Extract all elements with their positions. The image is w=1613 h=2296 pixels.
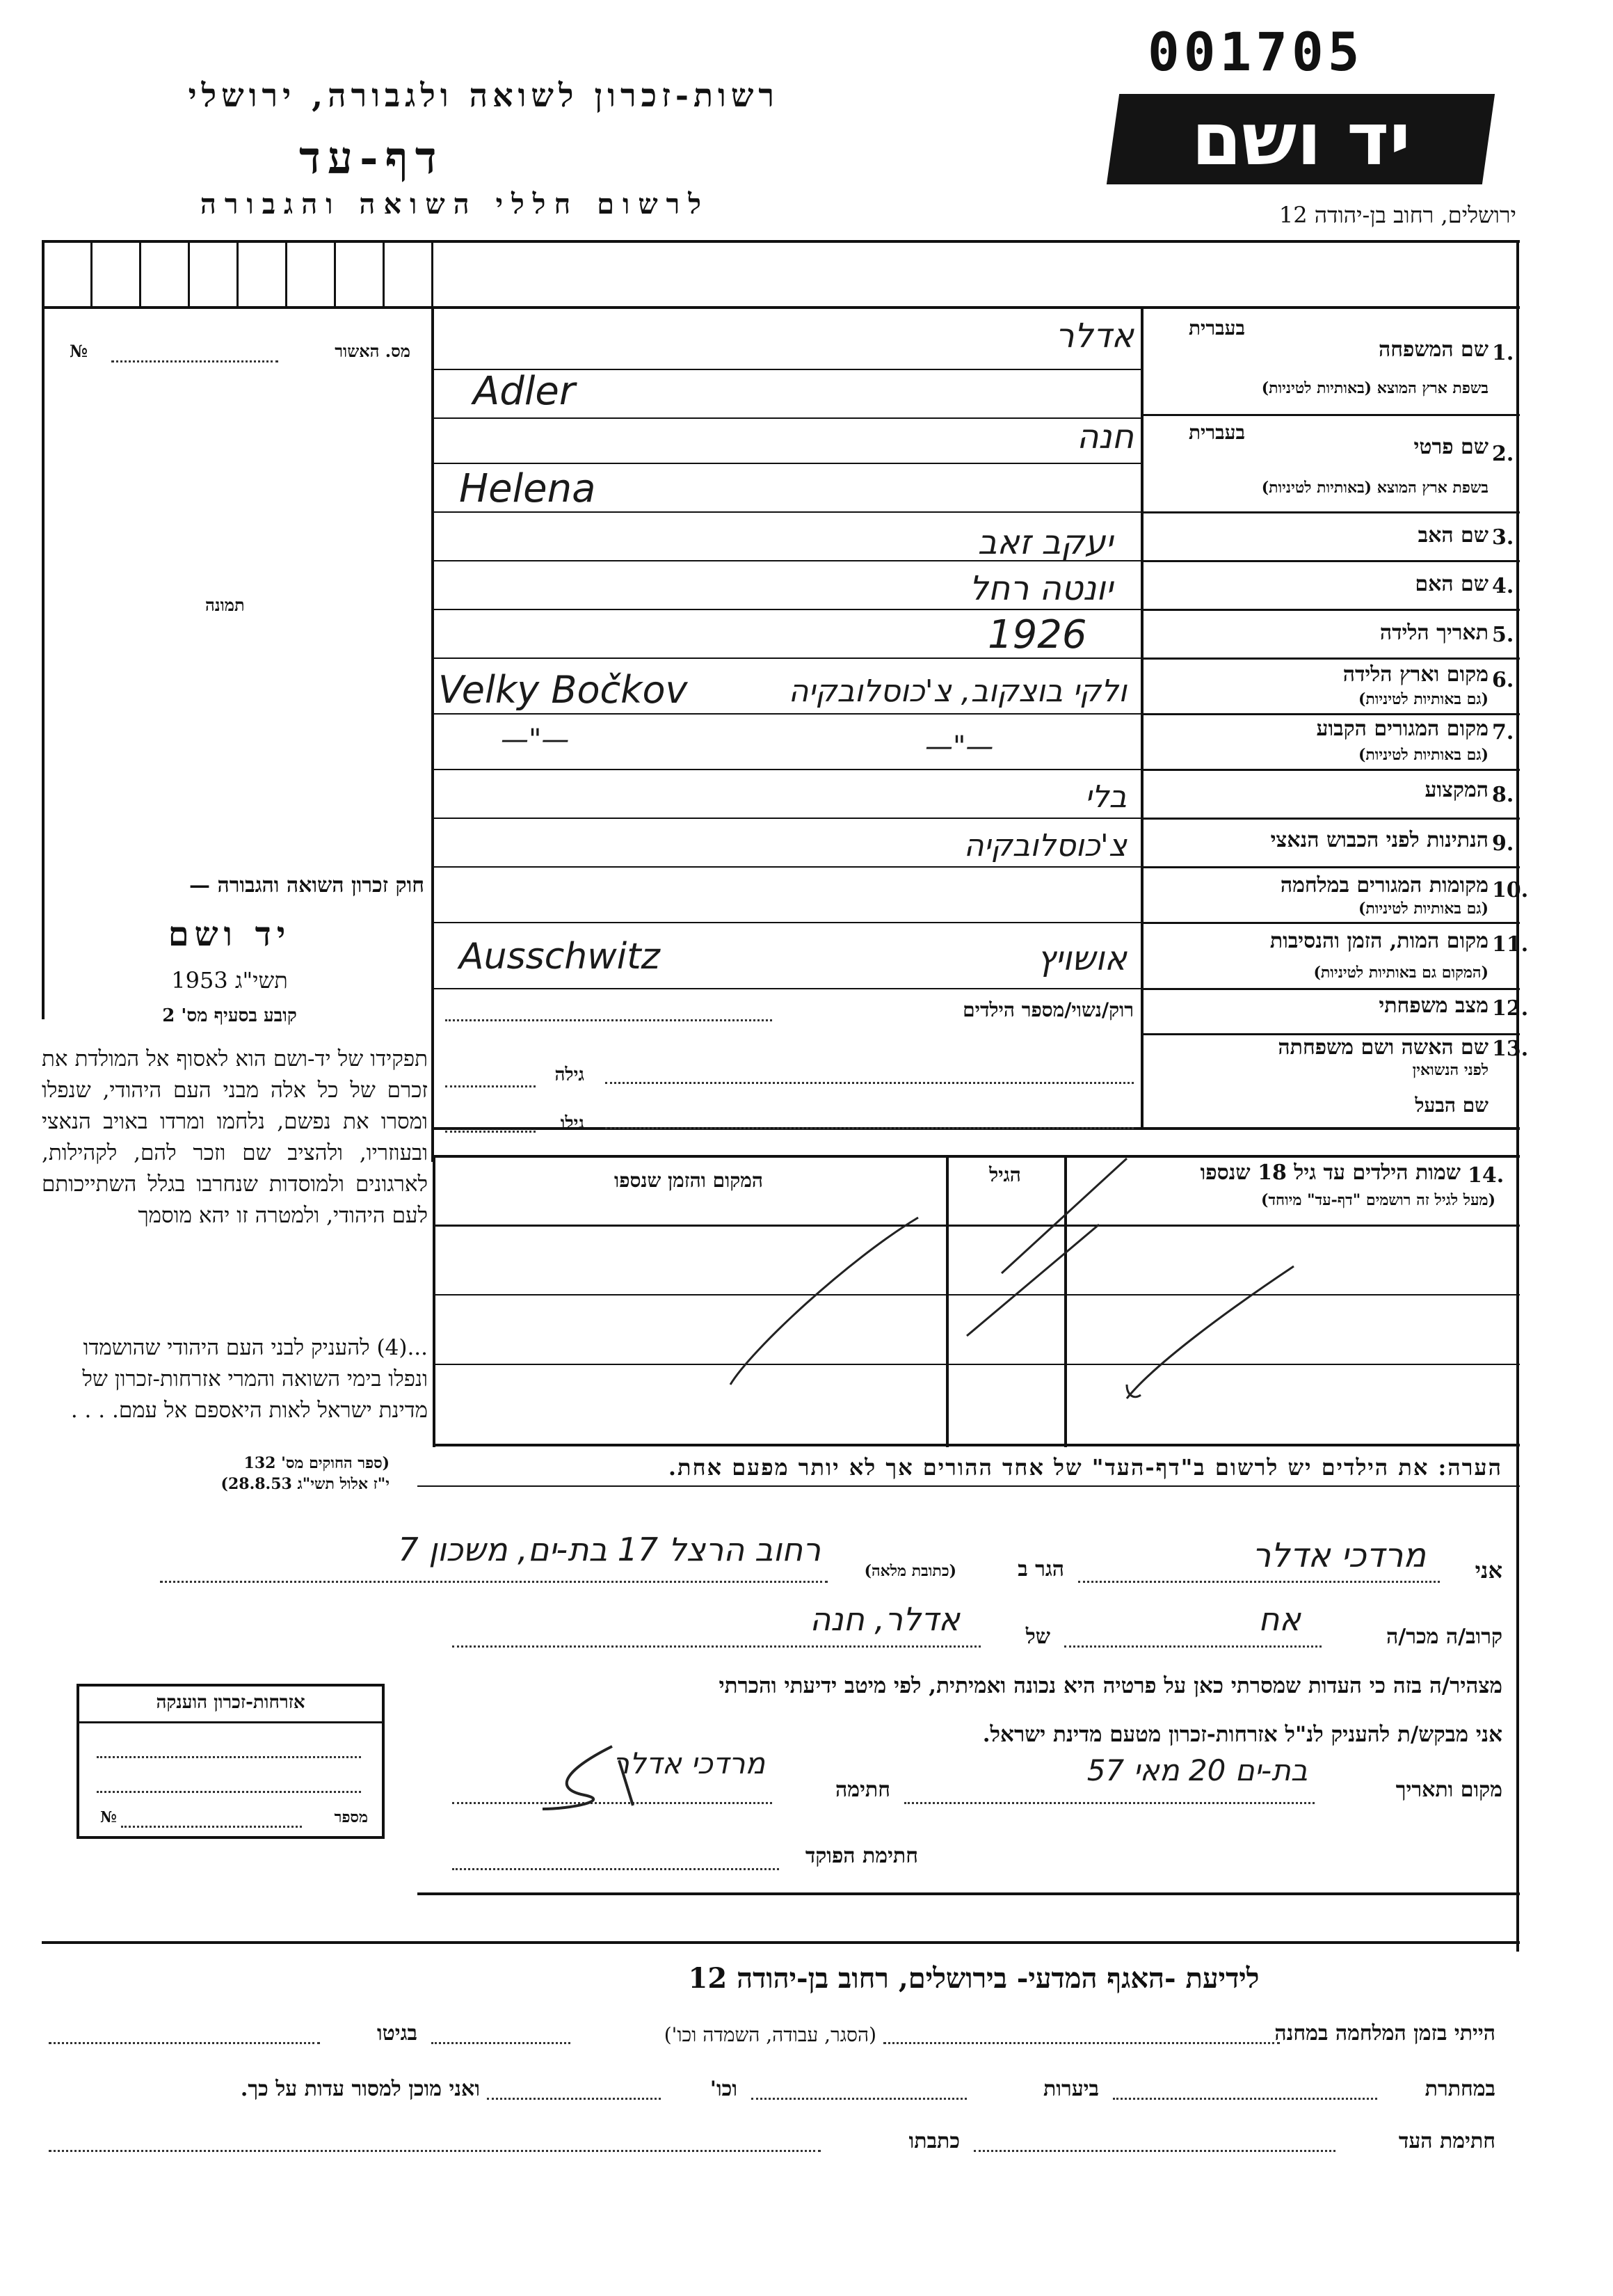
field-4-value: יונטה רחל xyxy=(969,569,1113,608)
footer-line2-b: ביערות xyxy=(1043,2077,1099,2101)
field-5-label: תאריך הלידה xyxy=(1379,621,1488,645)
field-8-value: בלי xyxy=(1084,779,1127,815)
children-col-names: שמות הילדים עד גיל 18 שנספו xyxy=(1200,1161,1461,1185)
cross-out-strokes xyxy=(431,1155,1523,1447)
form-title: דף-עד xyxy=(299,132,444,184)
decl-address-value: רחוב הרצל 17 בת-ים, משכון 7 xyxy=(398,1531,821,1568)
decl-statement-2: אני מבקש/ת להעניק לנ"ל אזרחות-זכרון מטעם מדינת ישראל. xyxy=(982,1722,1502,1747)
law-name: יד ושם xyxy=(168,915,291,954)
decl-address-hint: (כתובת מלאה) xyxy=(864,1562,956,1580)
field-6-label: מקום וארץ הלידה xyxy=(1342,662,1488,687)
field-10-sub: (גם באותיות לטיניות) xyxy=(1358,900,1488,918)
footer-line2-a: במחתרת xyxy=(1425,2077,1495,2101)
field-1-label: שם המשפחה xyxy=(1378,337,1488,362)
field-13-num: 13. xyxy=(1492,1037,1529,1061)
decl-signature-label: חתימה xyxy=(835,1778,890,1802)
footer-line1-c: בגיטו xyxy=(376,2021,417,2046)
field-6-value-heb: ולקי בוצקוב, צ'כוסלובקיה xyxy=(788,673,1127,709)
field-1-sub: בשפת ארץ המוצא (באותיות לטיניות) xyxy=(1261,379,1488,397)
field-10-num: 10. xyxy=(1492,878,1529,902)
field-2-sub: בשפת ארץ המוצא (באותיות לטיניות) xyxy=(1261,479,1488,497)
decl-of-label: של xyxy=(1025,1625,1050,1649)
footer-line1-a: הייתי בזמן המלחמה במחנה xyxy=(1274,2021,1495,2046)
citizenship-no: № xyxy=(100,1808,117,1826)
field-7-label: מקום המגורים הקבוע xyxy=(1316,717,1488,741)
citizenship-box xyxy=(77,1684,385,1839)
approval-no: № xyxy=(70,341,88,361)
field-13-husband-label: שם הבעל xyxy=(1415,1094,1488,1117)
field-2-hebrew-tag: בעברית xyxy=(1188,421,1245,444)
field-12-num: 12. xyxy=(1492,996,1529,1021)
field-4-label: שם האם xyxy=(1415,572,1488,596)
field-2-value-lat: Helena xyxy=(459,466,596,511)
field-13-her-age-label: גילה xyxy=(554,1065,584,1085)
field-7-value-lat: —"— xyxy=(501,724,570,756)
children-col-place: המקום והזמן שנספו xyxy=(614,1169,763,1192)
law-title: חוק זכרון השואה והגבורה — xyxy=(189,873,424,898)
law-ref-1: (ספר החוקים מס' 132 xyxy=(243,1454,390,1472)
field-8-num: 8. xyxy=(1492,783,1514,807)
field-7-value-heb: —"— xyxy=(925,731,994,763)
field-2-num: 2. xyxy=(1492,442,1514,466)
field-10-label: מקומות המגורים במלחמה xyxy=(1280,873,1488,898)
footer-line3-a: חתימת העד xyxy=(1398,2129,1495,2153)
logo-text: יד ושם xyxy=(1191,97,1411,182)
field-1-hebrew-tag: בעברית xyxy=(1188,317,1245,340)
citizenship-box-title: אזרחות-זכרון הוענקה xyxy=(156,1692,305,1713)
approval-label: מס. האשור xyxy=(335,341,410,361)
law-text: תפקידו של יד-ושם הוא לאסוף אל המולדת את זכרם של כל אלה מבני העם היהודי, שנפלו ומסרו את נפשם, נלחמו ומרדו באויב הנאצי ובעוזריו, ולהציב שם וזכר להם, לקהילות, לארגונים ולמוסדות שנחרבו בגלל השתייכותם לעם היהודי, ולמטרה זו יהא מוסמך xyxy=(42,1046,428,1228)
signature-scrawl xyxy=(529,1739,654,1816)
law-year: תשי"ג 1953 xyxy=(171,967,288,994)
field-11-sub: (המקום גם באותיות לטיניות) xyxy=(1313,964,1488,982)
footer-line2-d: ואני מוכן למסור עדות על כך. xyxy=(240,2077,480,2101)
law-text-2: ...(4) להעניק לבני העם היהודי שהושמדו ונפלו בימי השואה והמרי אזרחות-זכרון של מדינת ישראל לאות היאספם אל עמם. . . . xyxy=(70,1335,428,1423)
field-1-value-lat: Adler xyxy=(473,369,575,414)
field-1-value-heb: אדלר xyxy=(1055,317,1134,356)
decl-place-date-label: מקום ותאריך xyxy=(1395,1778,1502,1802)
field-2-label: שם פרטי xyxy=(1413,435,1488,459)
field-6-num: 6. xyxy=(1492,668,1514,692)
field-9-label: הנתינות לפני הכבוש הנאצי xyxy=(1270,828,1488,852)
field-12-label: מצב משפחתי xyxy=(1379,994,1488,1018)
field-11-value-lat: Ausschwitz xyxy=(459,936,660,978)
field-12-extra: רוק/נשוי/מספר הילדים xyxy=(963,998,1134,1021)
field-6-sub: (גם באותיות לטיניות) xyxy=(1358,690,1488,708)
field-5-num: 5. xyxy=(1492,623,1514,647)
decl-relation-value: אח xyxy=(1258,1600,1301,1638)
field-8-label: המקצוע xyxy=(1425,778,1488,802)
field-13-his-age-label: גילו xyxy=(560,1113,584,1134)
field-13-label: שם האשה ושם משפחתה xyxy=(1278,1035,1488,1060)
field-3-value: יעקב זאב xyxy=(977,523,1113,562)
form-subtitle: לרשום חללי השואה והגבורה xyxy=(200,188,709,221)
footer-line1-b: (הסגר, עבודה, השמדה וכו') xyxy=(664,2023,876,2046)
citizenship-no-label: מספר xyxy=(334,1808,368,1826)
footer-title: לידיעת -האגף המדעי- בירושלים, רחוב בן-יהודה 12 xyxy=(688,1962,1260,1995)
decl-signature-value: מרדכי אדלר xyxy=(613,1746,765,1780)
field-6-value-lat: Velky Bočkov xyxy=(438,668,688,712)
decl-i-label: אני xyxy=(1475,1557,1502,1584)
field-3-num: 3. xyxy=(1492,525,1514,550)
field-7-sub: (גם באותיות לטיניות) xyxy=(1358,746,1488,764)
footer-line3-b: כתבתו xyxy=(908,2129,960,2153)
address-header: ירושלים, רחוב בן-יהודה 12 xyxy=(1278,202,1516,228)
children-num: 14. xyxy=(1468,1163,1504,1188)
decl-of-value: אדלר, חנה xyxy=(810,1600,960,1638)
field-5-value: 1926 xyxy=(988,612,1087,657)
children-col-names-sub: (מעל לגיל זה רושמים "דף-עד" מיוחד) xyxy=(1261,1191,1495,1209)
photo-label: תמונה xyxy=(205,595,245,615)
children-col-age: הגיל xyxy=(989,1163,1021,1186)
decl-name-value: מרדכי אדלר xyxy=(1252,1536,1426,1575)
field-4-num: 4. xyxy=(1492,574,1514,598)
footer-line2-c: וכו' xyxy=(709,2077,737,2101)
field-1-num: 1. xyxy=(1492,341,1514,365)
logo xyxy=(1107,94,1495,184)
decl-relation-label: קרוב/ה מכר/ה xyxy=(1386,1625,1502,1649)
field-9-num: 9. xyxy=(1492,831,1514,856)
field-3-label: שם האב xyxy=(1418,523,1488,548)
decl-statement-1: מצהיר/ה בזה כי העדות שמסרתי כאן על פרטיה היא נכונה ואמיתית, לפי מיטב ידיעתי והכרתי xyxy=(719,1673,1502,1698)
field-7-num: 7. xyxy=(1492,720,1514,744)
field-11-label: מקום המות, הזמן והנסיבות xyxy=(1269,929,1488,953)
field-2-value-heb: חנה xyxy=(1077,417,1134,456)
serial-number: 001705 xyxy=(1148,21,1364,83)
decl-residing-label: הגר ב xyxy=(1018,1557,1064,1581)
field-13-sub: לפני הנשואין xyxy=(1412,1061,1488,1079)
decl-official-label: חתימת הפוקד xyxy=(805,1844,918,1868)
decl-place-date-value: בת-ים 20 מאי 57 xyxy=(1086,1753,1308,1787)
field-11-num: 11. xyxy=(1492,932,1529,957)
law-clause: קובע בסעיף מס' 2 xyxy=(162,1005,297,1026)
field-9-value: צ'כוסלובקיה xyxy=(963,828,1127,863)
field-11-value-heb: אושויץ xyxy=(1037,939,1127,978)
note: הערה: את הילדים יש לרשום ב"דף-העד" של אחד ההורים אך לא יותר מפעם אחת. xyxy=(668,1454,1502,1481)
institution-name: רשות-זכרון לשואה ולגבורה, ירושלי xyxy=(188,77,779,114)
law-ref-2: י"ז אלול תשי"ג 28.8.53) xyxy=(220,1475,390,1493)
